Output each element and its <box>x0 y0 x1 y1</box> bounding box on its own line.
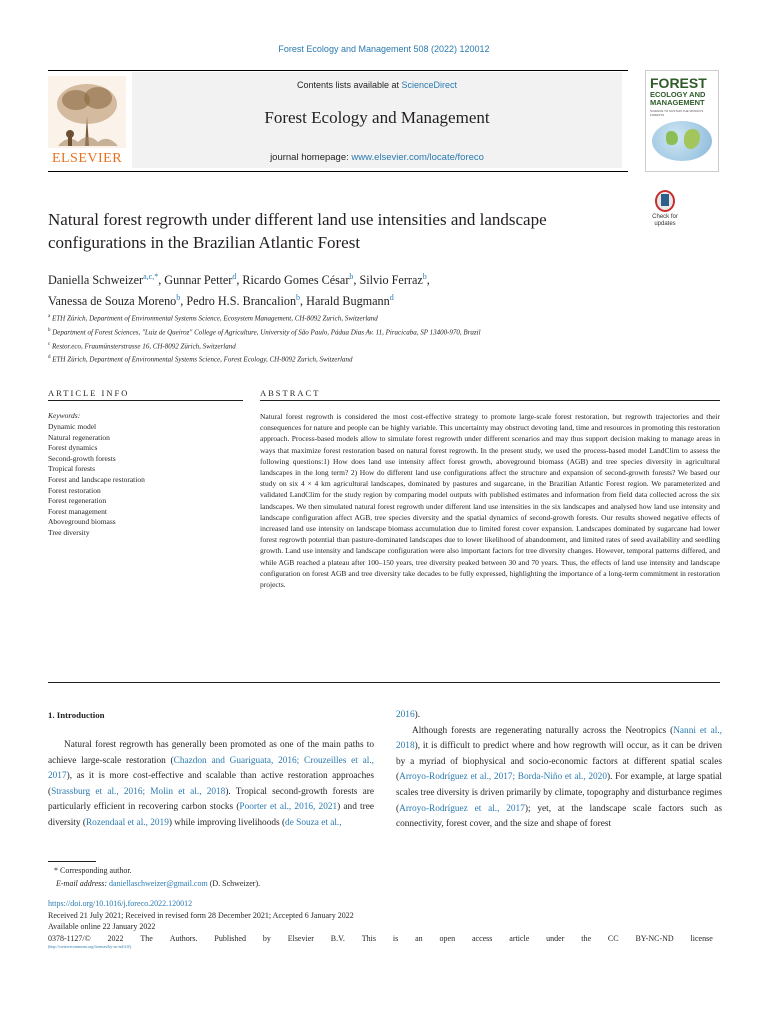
check-updates-label: Check for updates <box>652 214 678 227</box>
license-word: open <box>439 933 456 943</box>
keyword: Second-growth forests <box>48 453 116 463</box>
keyword: Natural regeneration <box>48 432 110 442</box>
license-word: the <box>581 933 592 943</box>
affiliation-marker: b <box>48 327 51 333</box>
license-word: B.V. <box>330 933 345 943</box>
affiliation <box>48 352 668 366</box>
license-word: 0378-1127/© <box>48 933 91 943</box>
author-name[interactable]: Daniella Schweizer <box>48 273 144 288</box>
body-text: ). For example, at large spatial scales tree diversity is driven primarily by climate, topography and disturbance regimes ( <box>396 772 722 814</box>
contents-prefix: Contents lists available at <box>296 80 402 90</box>
affiliation-marker: d <box>48 355 51 361</box>
author-separator: , <box>300 294 307 309</box>
homepage-link[interactable]: www.elsevier.com/locate/foreco <box>351 152 484 163</box>
author-separator: , <box>180 294 187 309</box>
divider <box>48 400 243 401</box>
author-affiliation-marker[interactable]: b <box>176 293 181 303</box>
author-name[interactable]: Pedro H.S. Brancalion <box>186 294 297 309</box>
license-word: Authors. <box>169 933 198 943</box>
affiliation-text: Restor.eco, Fraumünsterstrasse 16, CH-8092 Zürich, Switzerland <box>50 341 236 350</box>
author-name[interactable]: Ricardo Gomes César <box>242 273 350 288</box>
keyword: Forest and landscape restoration <box>48 474 145 484</box>
license-word: Elsevier <box>287 933 314 943</box>
author-separator: , <box>353 273 360 288</box>
intro-paragraph-1 <box>48 738 374 832</box>
citation-link[interactable]: Chazdon and Guariguata, 2016; Crouzeilles et al., 2017 <box>48 755 374 782</box>
license-line <box>48 933 713 945</box>
keyword: Dynamic model <box>48 422 97 431</box>
intro-right-column <box>396 708 722 833</box>
author-line <box>48 289 648 310</box>
divider <box>260 400 720 401</box>
affiliations <box>48 311 668 366</box>
license-word: 2022 <box>107 933 124 943</box>
license-word: under <box>546 933 565 943</box>
divider <box>48 682 720 683</box>
citation-link[interactable]: de Souza et al., <box>285 817 342 828</box>
affiliation-marker: a <box>48 314 51 319</box>
author-name[interactable]: Vanessa de Souza Moreno <box>48 294 177 309</box>
body-text: ). <box>414 710 421 720</box>
affiliation-text: Department of Forest Sciences, "Luiz de Queiroz" College of Agriculture, University of São Paulo, Pádua Dias Av. 11, Piracicaba, SP 13400-970, Brazil <box>50 328 481 337</box>
received-dates: Received 21 July 2021; Received in revised form 28 December 2021; Accepted 6 January 2022 <box>48 910 354 920</box>
cover-subtitle: ECOLOGY AND MANAGEMENT <box>650 90 706 107</box>
keyword: Aboveground biomass <box>48 517 116 527</box>
article-info-heading: ARTICLE INFO <box>48 388 130 398</box>
body-text: Natural forest regrowth has generally been promoted as one of the main paths to achieve large-scale restoration ( <box>48 740 374 766</box>
affiliation-text: ETH Zürich, Department of Environmental Systems Science, Forest Ecology, CH-8092 Zurich, Switzerland <box>50 355 353 364</box>
available-online: Available online 22 January 2022 <box>48 922 156 931</box>
homepage-prefix: journal homepage: <box>270 152 352 163</box>
license-word: license <box>690 933 713 943</box>
license-word: CC <box>607 933 619 943</box>
body-text: ) and tree diversity ( <box>48 802 374 828</box>
body-text: Although forests are regenerating naturally across the Neotropics ( <box>412 725 674 736</box>
cover-title: FOREST <box>650 75 707 91</box>
bookmark-icon <box>661 194 669 206</box>
keyword: Forest management <box>48 506 107 516</box>
license-word: access <box>471 933 493 943</box>
author-affiliation-marker[interactable]: b <box>349 272 354 281</box>
journal-reference[interactable]: Forest Ecology and Management 508 (2022) 120012 <box>278 44 490 54</box>
article-title: Natural forest regrowth under different land use intensities and landscape configurations in the Brazilian Atlantic Forest <box>48 210 547 252</box>
license-word: an <box>415 933 423 943</box>
citation-link[interactable]: Strassburg et al., 2016; Molin et al., 2018 <box>51 786 226 797</box>
citation-link[interactable]: 2016 <box>396 710 415 720</box>
keyword: Forest regeneration <box>48 496 107 506</box>
author-name[interactable]: Silvio Ferraz <box>359 273 423 288</box>
author-affiliation-marker[interactable]: b <box>422 272 427 281</box>
abstract-heading: ABSTRACT <box>260 388 321 398</box>
author-separator: , <box>158 273 165 288</box>
citation-link[interactable]: Nanni et al., 2018 <box>396 725 722 752</box>
journal-homepage <box>132 152 622 163</box>
affiliation <box>48 339 668 353</box>
citation-link[interactable]: Rozendaal et al., 2019 <box>85 817 169 828</box>
journal-title[interactable]: Forest Ecology and Management <box>264 108 490 127</box>
license-word: BY-NC-ND <box>635 933 674 943</box>
intro-paragraph-continuation <box>396 708 722 724</box>
affiliation <box>48 311 668 325</box>
author-affiliation-marker[interactable]: b <box>296 293 301 303</box>
license-word: is <box>392 933 399 943</box>
intro-paragraph-2 <box>396 724 722 833</box>
footnote-divider <box>48 861 96 862</box>
body-text: ), it is difficult to predict where and how regrowth will occur, as it can be driven by a myriad of biophysical and socio-economic factors at different spatial scales ( <box>396 741 722 783</box>
cover-tagline: SCIENCE TO SUSTAIN THE WORLD'S FORESTS <box>650 109 704 117</box>
email-link[interactable]: daniellaschweizer@gmail.com <box>109 878 208 888</box>
author-name[interactable]: Gunnar Petter <box>164 273 233 288</box>
abstract-text: Natural forest regrowth is considered the most cost-effective strategy to promote large-scale forest restoration, but regrowth trajectories and their consequences for nature and people can be highly variable. This uncertainty may obstruct devoting land, time and resources in promoting this restoration approach. Process-based models allow to simulate forest regrowth under different scenarios and may thus support decision making to manage areas in ways that maximize forest restoration based on natural forest regrowth. In the present study, we used the process-based model LandClim to assess the following questions:1) How does land use intensity affect forest growth, aboveground biomass (AGB) and tree species diversity in agricultural landscapes in the long term? 2) How do different land use configurations affect the structure and expansion of second-growth forests? We based our study on six 4 × 4 km agricultural landscapes, dominated by pastures and sugarcane, in the Brazilian Atlantic Forest region. We parameterized and validated LandClim for the study region by comparing model outputs with published estimates and information from field data collected across the six landscapes. We then simulated natural forest regrowth under different land use intensities in the six landscapes and analysed how land use intensity and landscape configuration affect AGB, tree species diversity and the spatial dynamics of second-growth forests. Our results showed negative effects of increased land use intensity on landscape biomass accumulation due to limited forest cover expansion. Landscapes dominated by sugarcane had lower forest regrowth potential than pasture-dominated landscapes due to lower likelihood of abandonment, and limited rates of seed availability and seedling growth. Land use intensity and landscape configuration were also important factors for tree diversity changes. However, temporal patterns differed, and while AGB reached a plateau after 100–150 years, tree diversity peaked between 30 and 70 years. Thus, the effects of land use intensity and landscape configuration on forest AGB and tree diversity take decades to be fully expressed, highlighting the importance of a long-term commitment in restoration projects. <box>260 412 720 590</box>
author-affiliation-marker[interactable]: d <box>389 293 394 303</box>
body-text: ). Tropical second-growth forests are particularly efficient in recovering carbon stocks ( <box>48 786 374 813</box>
citation-link[interactable]: Arroyo-Rodríguez et al., 2017; Borda-Niño et al., 2020 <box>399 772 607 783</box>
author-list <box>48 268 648 310</box>
section-heading-introduction: 1. Introduction <box>48 710 105 720</box>
sciencedirect-link[interactable]: ScienceDirect <box>401 80 458 90</box>
body-text: ); yet, at the landscape scale factors such as connectivity, forest cover, and the size and shape of forest <box>396 803 722 830</box>
keywords-list <box>48 422 145 539</box>
corresponding-note: * Corresponding author. <box>48 866 132 875</box>
author-name[interactable]: Harald Bugmann <box>306 294 390 309</box>
citation-link[interactable]: Arroyo-Rodríguez et al., 2017 <box>399 803 525 814</box>
author-affiliation-marker[interactable]: d <box>232 272 237 281</box>
keyword: Forest dynamics <box>48 443 98 453</box>
author-separator: , <box>236 273 243 288</box>
keyword: Tropical forests <box>48 464 96 474</box>
affiliation-marker: c <box>48 341 51 347</box>
publisher-wordmark: ELSEVIER <box>51 151 123 166</box>
keyword: Tree diversity <box>48 527 90 537</box>
license-word: This <box>361 933 376 943</box>
affiliation-text: ETH Zürich, Department of Environmental Systems Science, Ecosystem Management, CH-8092 Zurich, Switzerland <box>50 314 378 323</box>
author-line <box>48 268 648 289</box>
doi-link[interactable]: https://doi.org/10.1016/j.foreco.2022.120012 <box>48 899 193 908</box>
footnote <box>48 865 260 890</box>
body-text: ), as it is more cost-effective and scalable than active restoration approaches ( <box>48 771 374 797</box>
license-word: Published <box>214 933 246 943</box>
license-word: article <box>509 933 530 943</box>
keyword: Forest restoration <box>48 485 101 495</box>
citation-link[interactable]: Poorter et al., 2016, 2021 <box>239 802 338 813</box>
cover-globe <box>652 121 712 161</box>
body-text: ) while improving livelihoods ( <box>168 817 286 828</box>
keywords-label: Keywords: <box>48 411 81 420</box>
affiliation <box>48 325 668 339</box>
license-url[interactable]: (http://creativecommons.org/licenses/by-nc-nd/4.0/). <box>48 944 133 949</box>
license-word: The <box>140 933 153 943</box>
author-affiliation-marker[interactable]: a,c,* <box>143 272 159 281</box>
contents-line <box>132 80 622 90</box>
article-metadata <box>48 898 723 950</box>
email-note: E-mail address: daniellaschweizer@gmail.com (D. Schweizer). <box>56 878 261 888</box>
check-for-updates-button[interactable] <box>646 188 684 234</box>
journal-cover-image[interactable] <box>645 70 719 172</box>
author-separator: , <box>426 273 430 288</box>
license-word: by <box>262 933 271 943</box>
cover-land <box>666 131 678 145</box>
